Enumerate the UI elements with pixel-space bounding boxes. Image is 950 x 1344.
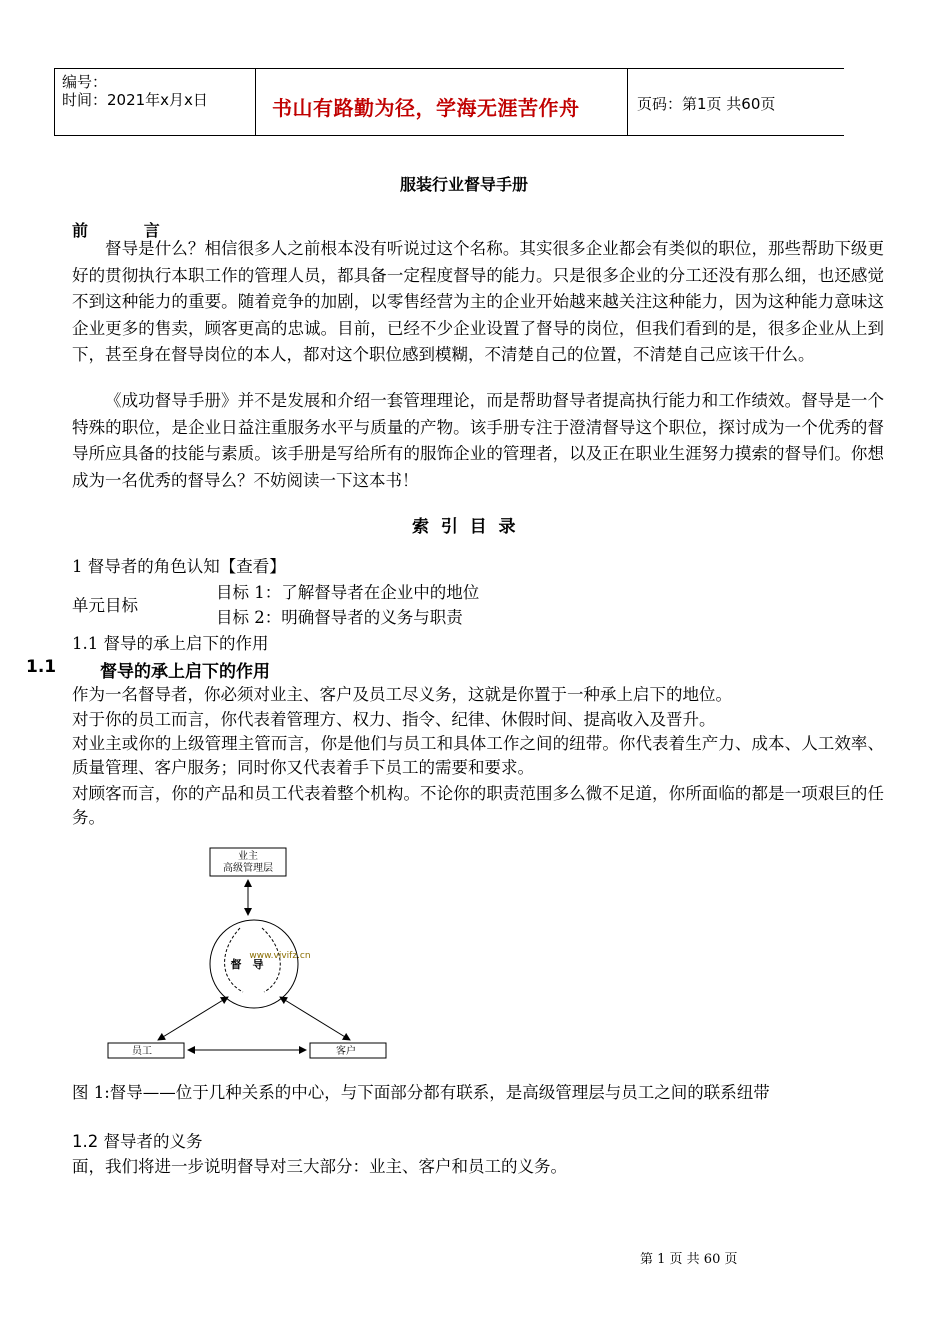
supervisor-relationship-diagram xyxy=(100,840,410,1070)
section-1-2-line: 面，我们将进一步说明督导对三大部分：业主、客户和员工的义务。 xyxy=(72,1157,567,1176)
arrow-center-right xyxy=(280,997,350,1040)
header-bottom-rule xyxy=(54,135,844,136)
right-box-label: 客户 xyxy=(336,1046,356,1057)
preface-heading: 前 言 xyxy=(72,221,160,240)
header-top-rule xyxy=(54,68,844,69)
document-title: 服装行业督导手册 xyxy=(400,175,529,194)
unit-goal-1: 目标 1：了解督导者在企业中的地位 xyxy=(216,583,480,602)
section-1-1-title: 督导的承上启下的作用 xyxy=(100,662,270,682)
header-divider-left xyxy=(54,68,55,136)
figure-caption: 图 1:督导——位于几种关系的中心，与下面部分都有联系，是高级管理层与员工之间的联系纽带 xyxy=(72,1083,770,1102)
arrow-center-left xyxy=(158,997,228,1040)
center-label-right: 导 xyxy=(252,958,264,971)
section-1-1-line-1: 作为一名督导者，你必须对业主、客户及员工尽义务，这就是你置于一种承上启下的地位。 xyxy=(72,685,732,704)
header-number-label: 编号： xyxy=(62,73,108,91)
section-1-1-paragraph-3: 对业主或你的上级管理主管而言，你是他们与员工和具体工作之间的纽带。你代表着生产力、成本、人工效率、质量管理、客户服务；同时你又代表着手下员工的需要和要求。 xyxy=(72,734,884,777)
section-1-1-line-2: 对于你的员工而言，你代表着管理方、权力、指令、纪律、休假时间、提高收入及晋升。 xyxy=(72,710,716,729)
header-time-label: 时间：2021年x月x日 xyxy=(62,91,208,109)
section-1-1-number: 1.1 xyxy=(26,657,57,677)
top-box-line2: 高级管理层 xyxy=(223,863,273,874)
toc-chapter-1-link[interactable]: 1 督导者的角色认知【查看】 xyxy=(72,557,286,576)
unit-goal-2: 目标 2：明确督导者的义务与职责 xyxy=(216,608,463,627)
header-divider-mid1 xyxy=(255,68,256,136)
toc-heading: 索 引 目 录 xyxy=(412,517,516,537)
section-1-1-paragraph-4: 对顾客而言，你的产品和员工代表着整个机构。不论你的职责范围多么微不足道，你所面临的都是一项艰巨的任务。 xyxy=(72,784,884,827)
top-box-line1: 业主 xyxy=(238,851,258,862)
preface-paragraph-2: 《成功督导手册》并不是发展和介绍一套管理理论，而是帮助督导者提高执行能力和工作绩效。督导是一个特殊的职位，是企业日益注重服务水平与质量的产物。该手册专注于澄清督导这个职位，探讨成为一个优秀的督导所应具备的技能与素质。该手册是写给所有的服饰企业的管理者，以及正在职业生涯努力摸索的督导们。你想成为一名优秀的督导么？不妨阅读一下这本书！ xyxy=(72,391,884,490)
header-page-label: 页码：第1页 共60页 xyxy=(637,95,776,113)
section-1-2-heading: 1.2 督导者的义务 xyxy=(72,1132,203,1151)
unit-goal-label: 单元目标 xyxy=(72,596,138,615)
diagram-watermark: www.vivifz.cn xyxy=(249,951,311,961)
left-box-label: 员工 xyxy=(132,1046,152,1057)
page-footer: 第 1 页 共 60 页 xyxy=(640,1252,738,1267)
header-divider-mid2 xyxy=(627,68,628,136)
preface-paragraph-1: 督导是什么？相信很多人之前根本没有听说过这个名称。其实很多企业都会有类似的职位，那些帮助下级更好的贯彻执行本职工作的管理人员，都具备一定程度督导的能力。只是很多企业的分工还没有那么细，也还感觉不到这种能力的重要。随着竞争的加剧，以零售经营为主的企业开始越来越关注这种能力，因为这种能力意味这企业更多的售卖，顾客更高的忠诚。目前，已经不少企业设置了督导的岗位，但我们看到的是，很多企业从上到下，甚至身在督导岗位的本人，都对这个职位感到模糊，不清楚自己的位置，不清楚自己应该干什么。 xyxy=(72,239,884,364)
center-label-left: 督 xyxy=(230,958,242,971)
header-motto: 书山有路勤为径，学海无涯苦作舟 xyxy=(272,96,580,120)
toc-section-1-1: 1.1 督导的承上启下的作用 xyxy=(72,634,269,653)
